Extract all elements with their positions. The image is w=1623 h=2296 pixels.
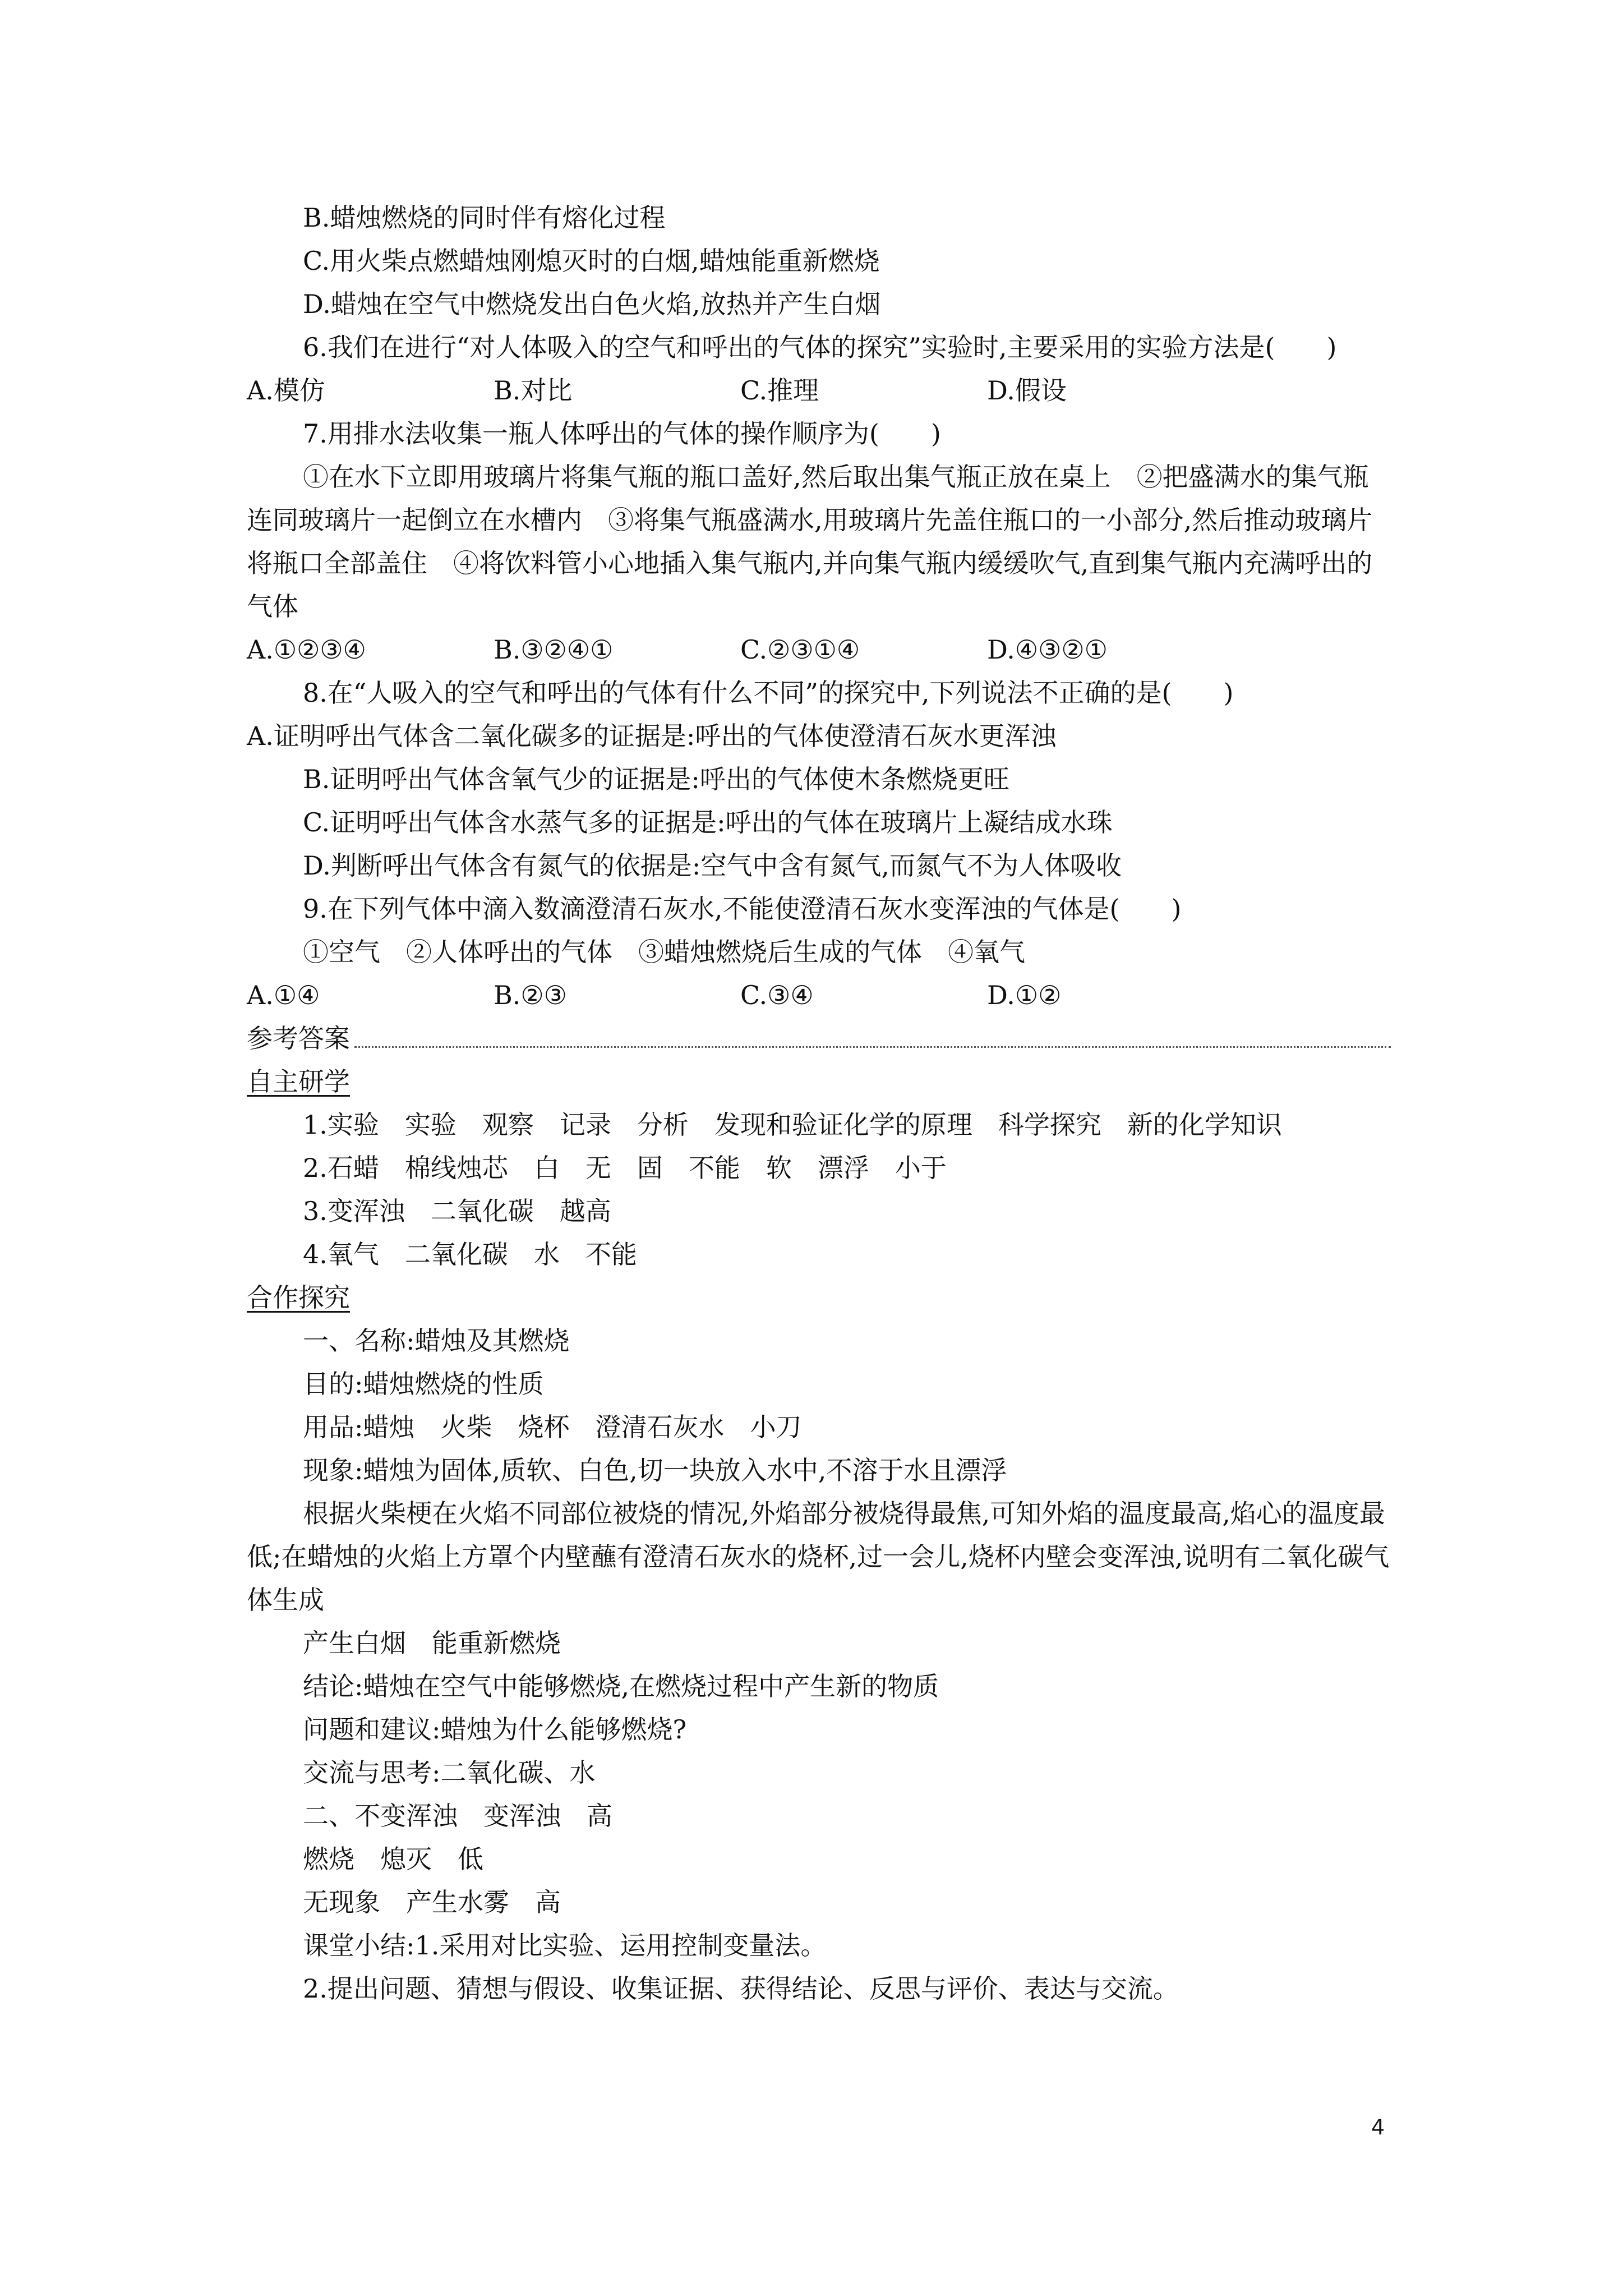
coop-line-13: 2.提出问题、猜想与假设、收集证据、获得结论、反思与评价、表达与交流。 [303,1973,1179,2004]
coop-line-2: 目的:蜡烛燃烧的性质 [303,1369,544,1399]
q9-option-d: D.①② [987,980,1062,1010]
coop-line-8: 交流与思考:二氧化碳、水 [303,1757,596,1788]
q9-option-b: B.②③ [494,980,567,1010]
q6-option-b: B.对比 [494,375,573,406]
self-study-line-2: 2.石蜡 棉线烛芯 白 无 固 不能 软 漂浮 小于 [303,1153,947,1183]
q8-option-d: D.判断呼出气体含有氮气的依据是:空气中含有氮气,而氮气不为人体吸收 [303,850,1122,881]
q6-option-d: D.假设 [987,375,1067,406]
q7-option-d: D.④③②① [987,634,1108,665]
q8-option-b: B.证明呼出气体含氧气少的证据是:呼出的气体使木条燃烧更旺 [303,764,1009,794]
coop-line-7: 问题和建议:蜡烛为什么能够燃烧? [303,1714,687,1745]
q5-option-d: D.蜡烛在空气中燃烧发出白色火焰,放热并产生白烟 [303,289,881,319]
coop-line-9: 二、不变浑浊 变浑浊 高 [303,1801,612,1831]
coop-line-4: 现象:蜡烛为固体,质软、白色,切一块放入水中,不溶于水且漂浮 [303,1455,1007,1485]
self-study-line-4: 4.氧气 二氧化碳 水 不能 [303,1239,637,1269]
self-study-heading-text: 自主研学 [247,1066,350,1097]
self-study-line-3: 3.变浑浊 二氧化碳 越高 [303,1196,611,1226]
q6-stem: 6.我们在进行“对人体吸入的空气和呼出的气体的探究”实验时,主要采用的实验方法是( ) [303,332,1337,362]
q7-option-c: C.②③①④ [740,634,860,665]
coop-line-6: 结论:蜡烛在空气中能够燃烧,在燃烧过程中产生新的物质 [303,1671,939,1701]
q9-options [247,974,1391,1017]
coop-line-3: 用品:蜡烛 火柴 烧杯 澄清石灰水 小刀 [303,1412,802,1442]
coop-line-5: 产生白烟 能重新燃烧 [303,1628,561,1658]
answers-heading: 参考答案 [247,1023,350,1053]
q6-option-a: A.模仿 [247,375,325,406]
q7-option-a: A.①②③④ [247,634,366,665]
q8-option-c: C.证明呼出气体含水蒸气多的证据是:呼出的气体在玻璃片上凝结成水珠 [303,807,1113,838]
self-study-heading [247,1060,1391,1103]
q9-option-a: A.①④ [247,980,320,1010]
q5-option-c: C.用火柴点燃蜡烛刚熄灭时的白烟,蜡烛能重新燃烧 [303,246,880,276]
q7-stem: 7.用排水法收集一瓶人体呼出的气体的操作顺序为( ) [303,418,941,449]
q8-option-a: A.证明呼出气体含二氧化碳多的证据是:呼出的气体使澄清石灰水更浑浊 [247,721,1057,751]
q7-steps: ①在水下立即用玻璃片将集气瓶的瓶口盖好,然后取出集气瓶正放在桌上 ②把盛满水的集气瓶连同玻璃片一起倒立在水槽内 ③将集气瓶盛满水,用玻璃片先盖住瓶口的一小部分,然后推动玻璃片将瓶口全部盖住 ④将饮料管小心地插入集气瓶内,并向集气瓶内缓缓吹气,直到集气瓶内充满呼出的气体 [247,462,1373,622]
coop-line-11: 无现象 产生水雾 高 [303,1887,561,1917]
q8-stem: 8.在“人吸入的空气和呼出的气体有什么不同”的探究中,下列说法不正确的是( ) [303,678,1234,708]
q7-option-b: B.③②④① [494,634,614,665]
coop-line-1: 一、名称:蜡烛及其燃烧 [303,1326,570,1356]
q6-option-c: C.推理 [740,375,819,406]
dotted-leader [354,1046,1391,1048]
coop-line-12: 课堂小结:1.采用对比实验、运用控制变量法。 [303,1930,827,1961]
page-number: 4 [1371,2115,1385,2139]
coop-line-10: 燃烧 熄灭 低 [303,1844,483,1874]
page-content [247,196,1391,2010]
self-study-line-1: 1.实验 实验 观察 记录 分析 发现和验证化学的原理 科学探究 新的化学知识 [303,1110,1282,1140]
q5-option-b: B.蜡烛燃烧的同时伴有熔化过程 [303,203,666,233]
q7-options [247,628,1391,671]
q9-option-c: C.③④ [740,980,814,1010]
answers-heading-row [247,1017,1391,1060]
coop-paragraph: 根据火柴梗在火焰不同部位被烧的情况,外焰部分被烧得最焦,可知外焰的温度最高,焰心的温度最低;在蜡烛的火焰上方罩个内壁蘸有澄清石灰水的烧杯,过一会儿,烧杯内壁会变浑浊,说明有二氧化碳气体生成 [247,1498,1390,1615]
cooperative-heading-text: 合作探究 [247,1282,350,1313]
q9-items: ①空气 ②人体呼出的气体 ③蜡烛燃烧后生成的气体 ④氧气 [303,937,1025,967]
cooperative-heading [247,1276,1391,1319]
q6-options [247,369,1391,412]
q9-stem: 9.在下列气体中滴入数滴澄清石灰水,不能使澄清石灰水变浑浊的气体是( ) [303,894,1182,924]
